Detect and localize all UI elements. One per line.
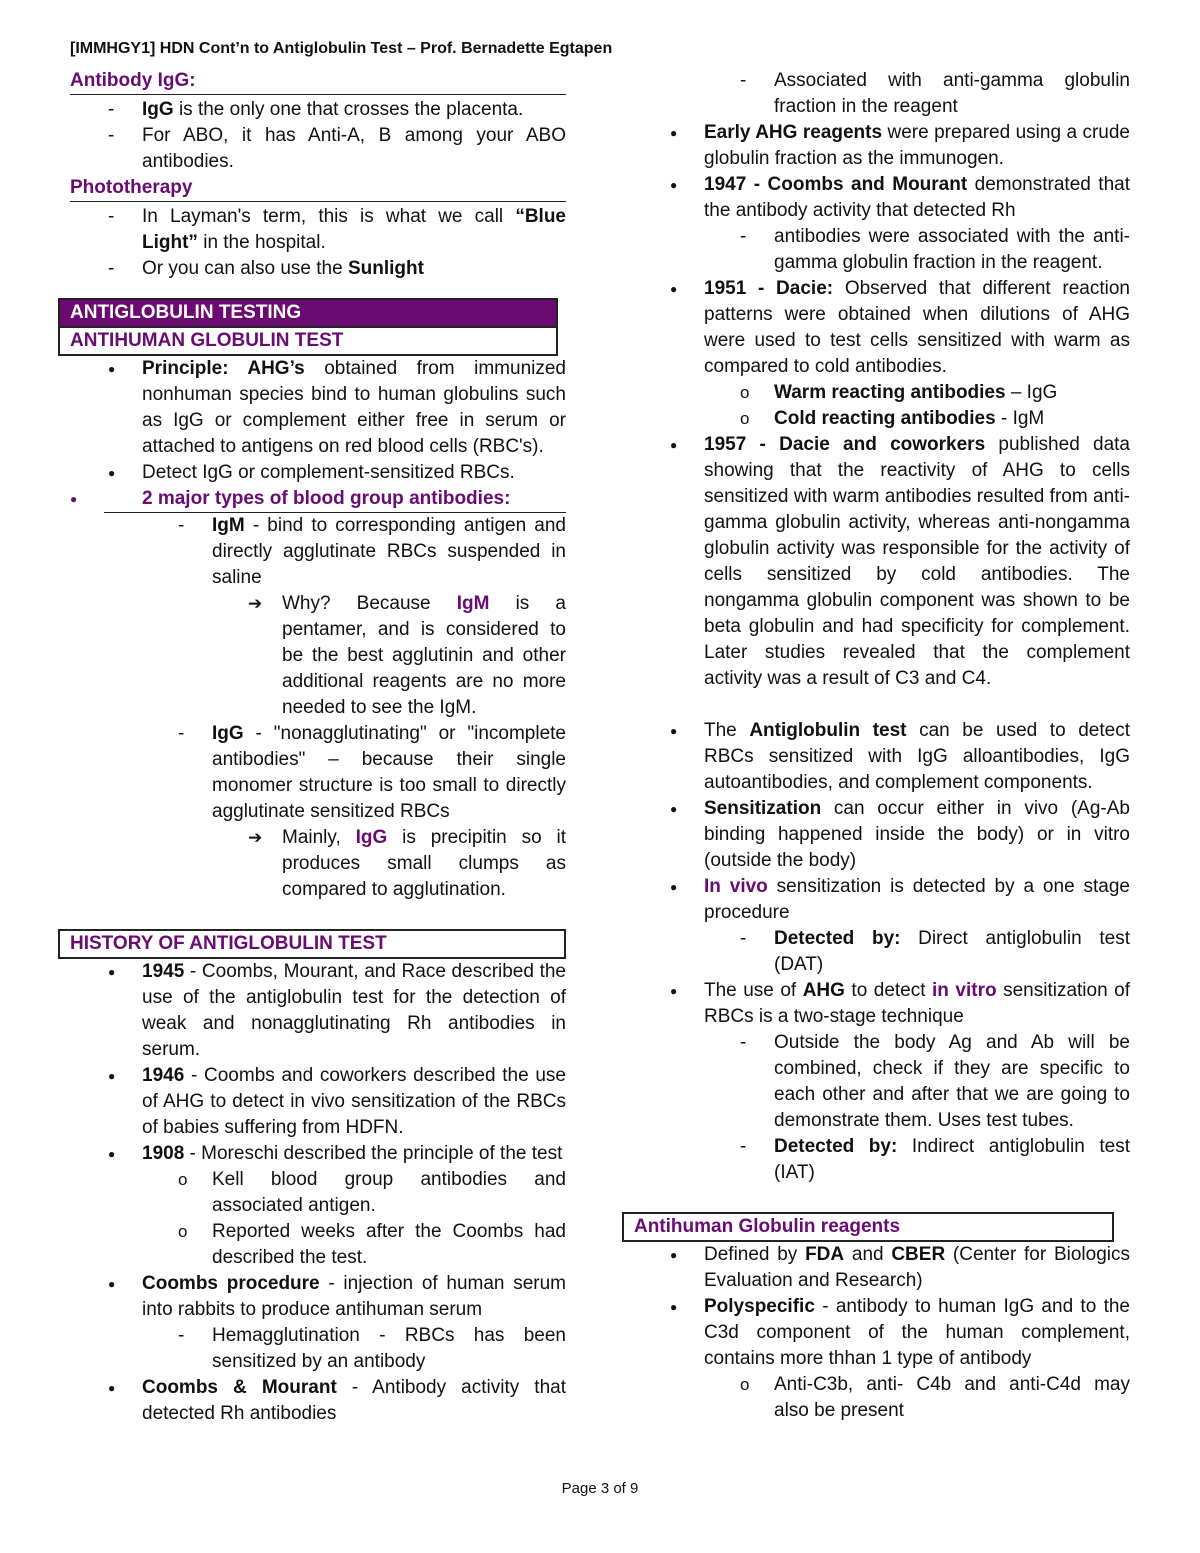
antihuman-globulin-test-banner: ANTIHUMAN GLOBULIN TEST (58, 328, 558, 356)
kell-item: o Kell blood group antibodies and associated antigen. (212, 1167, 566, 1219)
igg-placenta-item: - IgG is the only one that crosses the placenta. (142, 97, 566, 123)
right-column (634, 68, 1130, 1424)
principle-item: ● Principle: AHG’s obtained from immunized nonhuman species bind to human globulins such as IgG or complement either free in serum or attached to antigens on red blood cells (RBC's). (142, 356, 566, 460)
sensitization-item: ● Sensitization can occur either in vivo (Ag-Ab binding happened inside the body) or in vitro (outside the body) (704, 796, 1130, 874)
in-vivo-item: ● In vivo sensitization is detected by a one stage procedure (704, 874, 1130, 926)
left-column (70, 68, 566, 1427)
page-header: [IMMHGY1] HDN Cont’n to Antiglobulin Test – Prof. Bernadette Egtapen (70, 40, 613, 57)
reported-item: o Reported weeks after the Coombs had described the test. (212, 1219, 566, 1271)
detect-item: ● Detect IgG or complement-sensitized RBCs. (142, 460, 566, 486)
antibody-igg-heading: Antibody IgG: (70, 68, 566, 95)
phototherapy-heading: Phototherapy (70, 175, 566, 202)
history-1908-item: ● 1908 - Moreschi described the principle of the test (142, 1141, 566, 1167)
in-vitro-item: ● The use of AHG to detect in vitro sensitization of RBCs is a two-stage technique (704, 978, 1130, 1030)
hemagglutination-item: - Hemagglutination - RBCs has been sensitized by an antibody (212, 1323, 566, 1375)
anti-c3b-item: o Anti-C3b, anti- C4b and anti-C4d may also be present (774, 1372, 1130, 1424)
igg-nonagglutinating-item: - IgG - "nonagglutinating" or "incomplete antibodies" – because their single monomer structure is too small to directly agglutinate sensitized RBCs (212, 721, 566, 825)
igm-item: - IgM - bind to corresponding antigen and directly agglutinate RBCs suspended in saline (212, 513, 566, 591)
two-major-types-item: ● 2 major types of blood group antibodies: (104, 486, 566, 513)
history-1947-item: ● 1947 - Coombs and Mourant demonstrated that the antibody activity that detected Rh (704, 172, 1130, 224)
sunlight-item: - Or you can also use the Sunlight (142, 256, 566, 282)
iat-item: - Detected by: Indirect antiglobulin test (IAT) (774, 1134, 1130, 1186)
page-number: Page 3 of 9 (561, 1480, 639, 1497)
antiglobulin-test-item: ● The Antiglobulin test can be used to detect RBCs sensitized with IgG alloantibodies, IgG autoantibodies, and complement components. (704, 718, 1130, 796)
coombs-mourant-item: ● Coombs & Mourant - Antibody activity that detected Rh antibodies (142, 1375, 566, 1427)
outside-body-item: - Outside the body Ag and Ab will be combined, check if they are specific to each other and after that we are going to demonstrate them. Uses test tubes. (774, 1030, 1130, 1134)
fda-cber-item: ● Defined by FDA and CBER (Center for Biologics Evaluation and Research) (704, 1242, 1130, 1294)
ahg-reagents-banner: Antihuman Globulin reagents (622, 1212, 1114, 1242)
history-1951-item: ● 1951 - Dacie: Observed that different reaction patterns were obtained when dilutions of AHG were used to test cells sensitized with warm as compared to cold antibodies. (704, 276, 1130, 380)
igg-abo-item: - For ABO, it has Anti-A, B among your ABO antibodies. (142, 123, 566, 175)
antiglobulin-testing-banner: ANTIGLOBULIN TESTING (58, 298, 558, 328)
dat-item: - Detected by: Direct antiglobulin test (DAT) (774, 926, 1130, 978)
history-1957-item: ● 1957 - Dacie and coworkers published data showing that the reactivity of AHG to cells sensitized with warm antibodies resulted from anti-gamma globulin activity, whereas anti-nongamma globulin activity was responsible for the activity of cells sensitized by cold antibodies. The nongamma globulin component was shown to be beta globulin and had specificity for complement. Later studies revealed that the complement activity was a result of C3 and C4. (704, 432, 1130, 692)
anti-gamma-fraction-item: - antibodies were associated with the anti-gamma globulin fraction in the reagent. (774, 224, 1130, 276)
cold-antibodies-item: o Cold reacting antibodies - IgM (774, 406, 1130, 432)
history-1946-item: ● 1946 - Coombs and coworkers described the use of AHG to detect in vivo sensitization of the RBCs of babies suffering from HDFN. (142, 1063, 566, 1141)
blue-light-item: - In Layman's term, this is what we call “Blue Light” in the hospital. (142, 204, 566, 256)
coombs-procedure-item: ● Coombs procedure - injection of human serum into rabbits to produce antihuman serum (142, 1271, 566, 1323)
warm-antibodies-item: o Warm reacting antibodies – IgG (774, 380, 1130, 406)
early-ahg-item: ● Early AHG reagents were prepared using a crude globulin fraction as the immunogen. (704, 120, 1130, 172)
history-1945-item: ● 1945 - Coombs, Mourant, and Race described the use of the antiglobulin test for the detection of weak and nonagglutinating Rh antibodies in serum. (142, 959, 566, 1063)
igg-precipitin-item: ➔ Mainly, IgG is precipitin so it produces small clumps as compared to agglutination. (282, 825, 566, 903)
anti-gamma-item: - Associated with anti-gamma globulin fraction in the reagent (774, 68, 1130, 120)
history-banner: HISTORY OF ANTIGLOBULIN TEST (58, 929, 566, 959)
polyspecific-item: ● Polyspecific - antibody to human IgG and to the C3d component of the human complement, contains more thhan 1 type of antibody (704, 1294, 1130, 1372)
igm-why-item: ➔ Why? Because IgM is a pentamer, and is considered to be the best agglutinin and other additional reagents are no more needed to see the IgM. (282, 591, 566, 721)
